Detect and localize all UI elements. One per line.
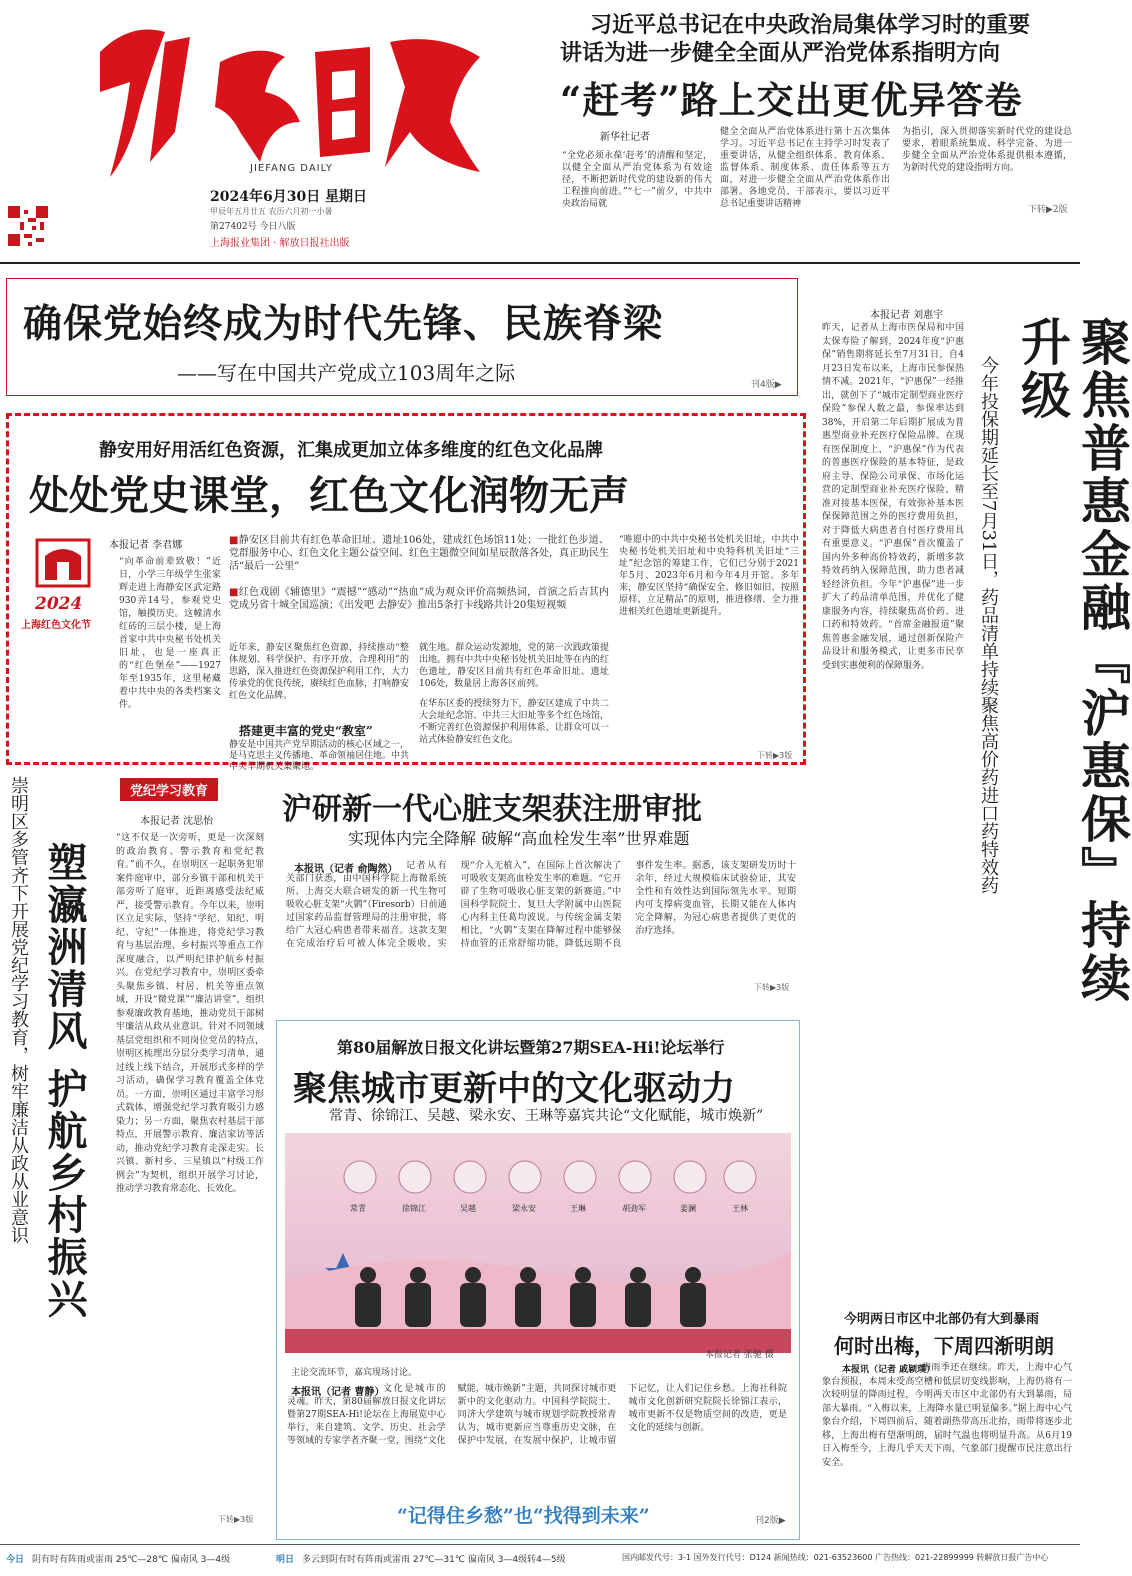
speaker-name: 梁永安 [512,1204,536,1213]
forum-headline: 聚焦城市更新中的文化驱动力 [293,1069,735,1109]
forum-byline: 本报讯（记者 曹静） [291,1387,385,1398]
red-story-col-4: 在华东区委的授续努力下，静安区建成了中共二大会址纪念馆、中共三大旧址等多个红色场馆，不断完善红色资源保护利用体系，让群众可以一站式体验静安红色文化。 [419,699,609,745]
qr-code-icon [8,206,48,246]
speaker-name: 王琳 [570,1204,586,1213]
top-story-byline: 新华社记者 [600,132,650,143]
right-byline: 本报记者 刘惠宇 [870,310,944,321]
heart-subtitle: 实现体内完全降解 破解“高血栓发生率”世界难题 [348,829,690,848]
festival-badge-label: 上海红色文化节 [21,620,91,631]
top-story-main-headline: “赶考”路上交出更优异答卷 [560,78,1023,122]
red-story-bullet-2-text: 红色戏剧《辅德里》“震撼”“感动”“热血”成为观众评价高频热词，首演之后吉其内党成另省十城全国巡演；《出发吧 去静安》推出5条打卡线路共计20集短视频 [229,587,609,611]
footer-tomorrow-weather: 多云到阴有时有阵雨或雷雨 27℃—31℃ 偏南风 3—4级转4—5级 [302,1555,566,1565]
red-story-headline: 处处党史课堂，红色文化润物无声 [29,472,629,519]
forum-speaker-row [340,1203,780,1217]
red-story-kicker: 静安用好用活红色资源，汇集成更加立体多维度的红色文化品牌 [99,440,603,461]
party-edu-jump[interactable]: 下转▶3版 [218,1515,254,1524]
forum-story [276,1020,800,1540]
footer [0,1548,1080,1572]
heart-jump[interactable]: 下转▶3版 [754,983,790,992]
forum-stage-graphic [285,1133,791,1353]
right-column [812,300,1132,1300]
right-body-top: 昨天，记者从上海市医保局和中国太保寿险了解到，2024年度“沪惠保”销售期将延长至7月31日，自4月23日发布以来，上海市民参保热情不减。2021年，“沪惠保”一经推出，就创下了“城市定制型商业医疗保险”参保人数之最，参保率达到38%，开启第二年后期扩展成为普惠型商业补充医疗保险品牌。在现有医保制度上，“沪惠保”作为代表的普惠医疗保险的基本特征，是政府主导、保险公司承保、市场化运营的定制型商业补充医疗保险，精准对接基本医保，有效弥补基本医保保障范围之外的医疗费用负担，对于降低大病患者自付医疗费用具有重要意义。“沪惠保”首次覆盖了国内外多种高价特效药，新增多款特效药纳入保障范围，助力患者减轻经济负担。今年“沪惠保”进一步扩大了药品清单范围，并优化了健康服务内容，持续聚焦高价药、进口药和特效药。“首席金融报道”聚焦普惠金融发展，通过创新保险产品设计和服务模式，让更多市民享受到实惠便利的保障服务。 [822,323,964,671]
party-banner [6,278,798,396]
red-story-bullet-2 [229,586,609,640]
party-banner-jump[interactable]: 刊4版▶ [751,380,782,390]
date-line: 2024年6月30日 星期日 [210,189,368,205]
masthead-divider [0,262,1080,264]
red-story-col-5: “唯愿中的中共中央秘书处机关旧址，中共中央秘书处机关旧址和中央特科机关旧址“三址”纪念馆的筹建工作，它们已分别于2021年5月、2023年6月和今年4月开馆。多年来，静安区坚持“确保安全、修旧如旧、按照原样、立足精品”的原则，推进修缮、全力推进相关红色遗址更新提升。 [619,535,799,617]
red-story-col-1: “向革命前辈致敬！”近日，小学三年级学生张家辉走进上海静安区武定路930弄14号，参观党史馆，触摸历史。这幢清水红砖的三层小楼，是上海首家中共中央秘书处机关旧址，也是一座真正的“红色堡垒”——1927年至1935年，这里秘藏着中共中央的各类档案文件。 [119,557,221,710]
party-edu-headline: 塑瀛洲清风 护航乡村振兴 [41,842,88,1320]
footer-postal-info: 国内邮发代号：3-1 国外发行代号：D124 新闻热线：021-63523600 广告热线：021-22899999 转解放日报广告中心 [622,1553,1049,1562]
red-story-col-3: 就生地。群众运动发源地，党的第一次践政策提出地。拥有中共中央秘书处机关旧址等在内的红色遗址，静安区目前共有红色革命旧址、遗址106处，数量居上海各区前列。 [419,643,609,689]
red-story-col-2a: 近年来，静安区聚焦红色资源，持续推动“整体规划、科学保护、有序开放、合理利用”的思路，深入推进红色资源保护利用工作，大力传承党的优良传统，赓续红色血脉，打响静安红色文化品牌。 [229,643,410,701]
red-story-jump[interactable]: 下转▶3版 [757,751,793,760]
bullet-square-icon: ■ [229,535,239,546]
heart-story [270,778,804,998]
party-edu-tag: 党纪学习教育 [120,778,218,801]
forum-photo-caption: 主论交流环节，嘉宾现场讨论。 [291,1368,418,1378]
qr-code [8,206,48,246]
party-edu-kicker: 崇明区多管齐下开展党纪学习教育，树牢廉洁从政从业意识 [8,776,29,1244]
party-edu-byline: 本报记者 沈思怡 [140,816,214,827]
party-banner-subtitle: ——写在中国共产党成立103周年之际 [177,361,516,385]
issue-number: 第27402号 今日八版 [210,222,296,232]
bullet-square-icon: ■ [229,587,239,598]
lunar-date: 甲辰年五月廿五 农历六月初一小暑 [210,207,333,216]
top-story-headline-1: 习近平总书记在中央政治局集体学习时的重要 [590,12,1031,38]
speaker-name: 姜澜 [680,1204,696,1213]
red-story-subhead: 搭建更丰富的党史“教室” [239,724,373,738]
footer-today-label: 今日 [6,1555,25,1565]
speaker-name: 王林 [732,1204,748,1213]
forum-jump[interactable]: 刊2版▶ [755,1516,786,1526]
weather-story [812,1304,1074,1542]
right-subtitle: 今年投保期延长至7月31日，药品清单持续聚焦高价药进口药特效药 [978,356,999,895]
heart-byline: 本报讯（记者 俞陶然） [294,864,398,875]
festival-building-icon [33,536,93,590]
party-edu-body: “这不仅是一次旁听，更是一次深刻的政治教育、警示教育和党纪教育。”前不久，在崇明区一起职务犯罪案件庭审中，部分乡镇干部和机关干部旁听了庭审，近距离感受法纪威严，接受警示教育。今年以来，崇明区立足实际，坚持“学纪、知纪、明纪、守纪”一体推进，将党纪学习教育与基层治理、乡村振兴等重点工作深度融合，以严明纪律护航乡村振兴。在党纪学习教育中，崇明区委牵头聚焦乡镇、村居、机关等重点领域，开设“微党课”“廉洁讲堂”，组织参观廉政教育基地，推动党员干部树牢廉洁从政从业意识。针对不同领域基层党组织和不同岗位党员的特点，崇明区梳理出分层分类学习清单，通过线上线下结合，开展形式多样的学习活动，确保学习教育覆盖全体党员。一方面，崇明区通过丰富学习形式载体，增强党纪学习教育吸引力感染力；另一方面，聚焦农村基层干部特点，开展警示教育、廉洁家访等活动，推动党纪学习教育走深走实。长兴镇、新村乡、三星镇以“村级工作例会”为契机，组织开展学习讨论，推动学习教育常态化、长效化。 [116,833,264,1194]
red-culture-story [6,413,806,772]
publisher: 上海报业集团 · 解放日报社出版 [210,238,350,249]
forum-pull-quote: “记得住乡愁”也“找得到未来” [397,1505,650,1527]
footer-divider [0,1544,1080,1545]
speaker-name: 吴越 [460,1204,476,1213]
top-story-col-1: “全党必须永葆‘赶考’的清醒和坚定，以健全全面从严治党体系为有效途径，不断把新时代党的建设新的伟大工程推向前进。”“七一”前夕，中共中央政治局就 [562,151,712,209]
weather-body: 梅雨季还在继续。昨天，上海中心气象台预报，本周末受高空槽和低层切变线影响，上海仍将有一次较明显的降雨过程，今明两天市区中北部仍有大到暴雨，局部大暴雨。“入梅以来，上海降水量已明显偏多。”据上海中心气象台介绍，下周四前后，随着副热带高压北抬，雨带将逐步北移，上海出梅有望渐明朗，届时气温也将明显升高。从6月19日入梅至今，上海几乎天天下雨，气象部门提醒市民注意出行安全。 [822,1363,1072,1468]
weather-headline: 何时出梅，下周四渐明朗 [834,1334,1054,1358]
festival-badge [19,536,109,636]
top-story-jump[interactable]: 下转▶2版 [1028,205,1068,215]
weather-kicker: 今明两日市区中北部仍有大到暴雨 [844,1312,1040,1327]
footer-tomorrow-label: 明日 [276,1555,295,1565]
masthead-pinyin: JIEFANG DAILY [250,163,333,174]
forum-body: 文化是城市的灵魂。昨天，第80届解放日报文化讲坛暨第27期SEA-Hi!论坛在上海展览中心举行，来自建筑、文学、历史、社会学等领域的专家学者齐聚一堂，围绕“文化赋能，城市焕新”主题，共同探讨城市更新中的文化驱动力。中国科学院院士、同济大学建筑与城市规划学院教授常青认为，城市更新应当尊重历史文脉，在保护中发展，在发展中保护，让城市留下记忆，让人们记住乡愁。上海社科院城市文化创新研究院院长徐锦江表示，城市更新不仅是物质空间的改造，更是文化的延续与创新。 [287,1384,787,1446]
top-story-col-2: 健全全面从严治党体系进行第十五次集体学习。习近平总书记在主持学习时发表了重要讲话，从健全组织体系、教育体系、监督体系、制度体系、责任体系等五方面，对进一步健全全面从严治党体系作出部署。各地党员、干部表示，要以习近平总书记重要讲话精神 [720,127,890,209]
red-story-col-2b: 静安是中国共产党早期活动的核心区域之一，是马克思主义传播地、革命领袖居住地。中共中央早期机关集聚地。 [229,740,410,772]
right-headline: 聚焦普惠金融『沪惠保』持续升级 [1013,316,1132,1005]
forum-kicker: 第80届解放日报文化讲坛暨第27期SEA-Hi!论坛举行 [337,1038,725,1057]
forum-subtitle: 常青、徐锦江、吴越、梁永安、王琳等嘉宾共论“文化赋能，城市焕新” [329,1108,764,1124]
weather-byline: 本报讯（记者 戚颖璞） [842,1365,936,1375]
heart-headline: 沪研新一代心脏支架获注册审批 [282,792,702,827]
masthead [0,0,1080,262]
forum-photo [285,1133,791,1353]
red-story-bullet-1-text: 静安区目前共有红色革命旧址、遗址106处，建成红色场馆11处；一批红色步道、党群服务中心、红色文化主题公益空间、红色主题微空间如星辰散落各处，真正助民生活“最后一公里” [229,535,609,572]
speaker-name: 胡劲军 [622,1204,646,1213]
masthead-logo [70,12,490,182]
red-story-byline: 本报记者 李君娜 [109,540,183,551]
red-story-bullet-1 [229,534,609,588]
speaker-name: 徐锦江 [402,1204,426,1213]
top-story-col-3: 为指引，深入贯彻落实新时代党的建设总要求，着眼系统集成、科学完备、为进一步健全全面从严治党体系提供根本遵循，为新时代党的建设指明方向。 [902,127,1072,173]
footer-today-weather: 阴有时有阵雨或雷雨 25℃—28℃ 偏南风 3—4级 [32,1555,231,1565]
party-banner-headline: 确保党始终成为时代先锋、民族脊梁 [23,301,664,347]
forum-photo-credit: 本报记者 张驰 摄 [705,1350,774,1360]
top-story-headline-2: 讲话为进一步健全全面从严治党体系指明方向 [560,40,1001,66]
speaker-name: 常青 [350,1204,366,1213]
festival-badge-year: 2024 [35,594,83,614]
heart-body: 记者从有关部门获悉，由中国科学院上海微系统所、上海交大联合研发的新一代生物可吸收心脏支架“火鹮”（Firesorb）日前通过国家药品监督管理局的注册审批，将给广大冠心病患者带来福音。这款支架在完成治疗后可被人体完全吸收，实现“介入无植入”，在国际上首次解决了可吸收支架高血栓发生率的难题。“它开辟了生物可吸收心脏支架的新赛道。”中国科学院院士、复旦大学附属中山医院心内科主任葛均波说。与传统金属支架相比，“火鹮”支架在降解过程中能够保持血管的正常舒缩功能，降低远期不良事件发生率。据悉，该支架研发历时十余年，经过大规模临床试验验证，其安全性和有效性达到国际领先水平。短期内可支撑病变血管，长期又能在人体内完全降解，为冠心病患者提供了更优的治疗选择。 [286,861,796,949]
